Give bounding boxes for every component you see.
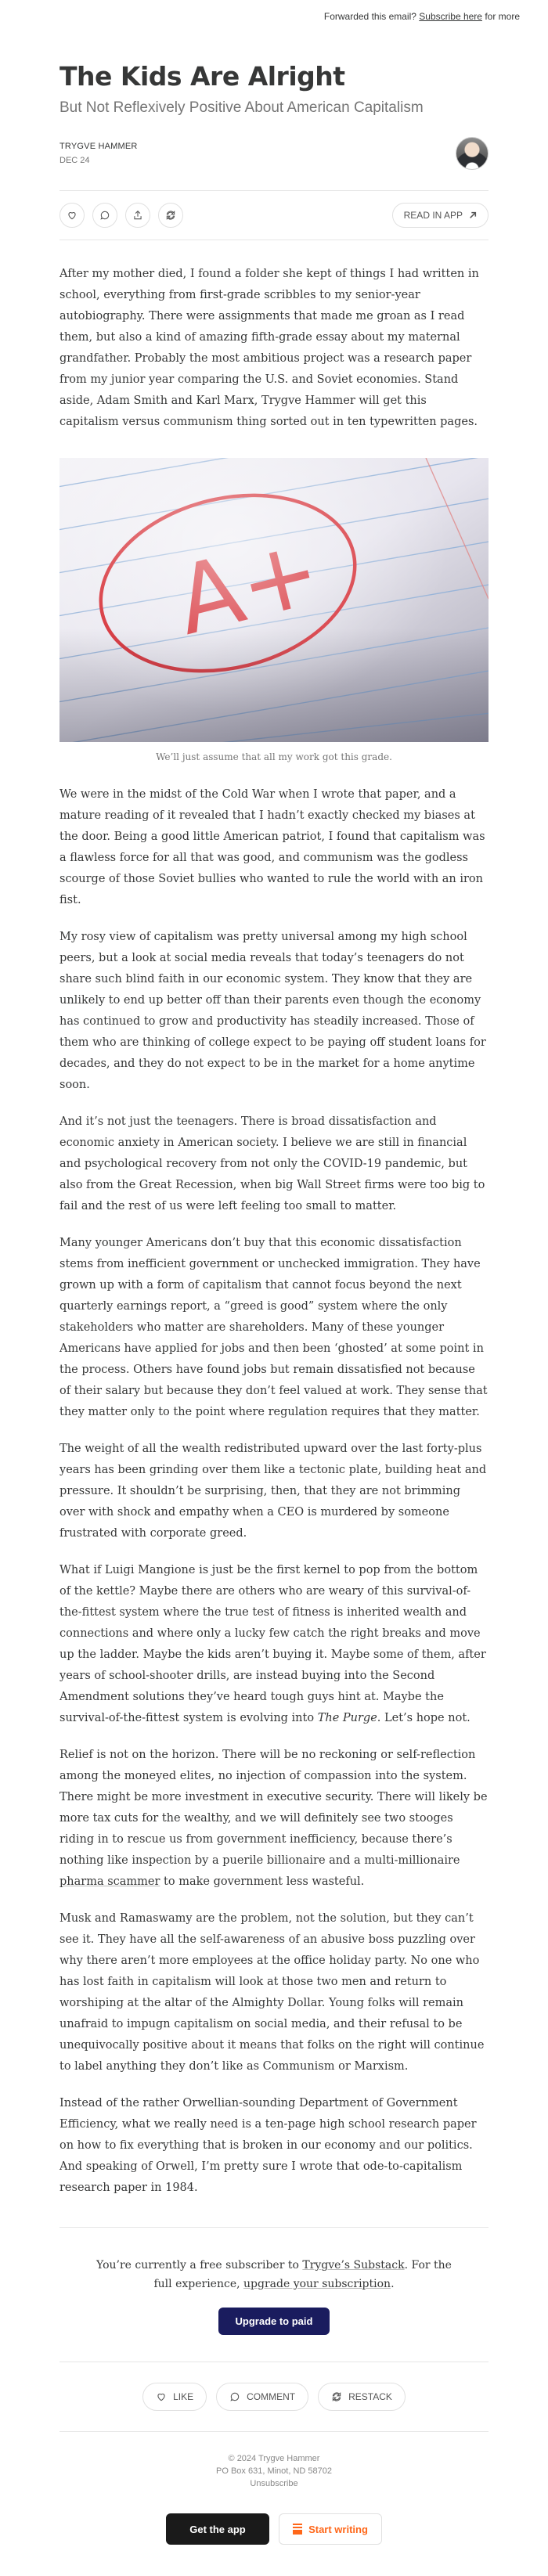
read-in-app-label: READ IN APP [403,210,463,221]
paragraph: We were in the midst of the Cold War when I wrote that paper, and a mature reading of it revealed that I hadn’t exactly checked my biases at the door. Being a good little American patriot, I found that capitalism was a flawless force for all that was good, and communism was the godless scourge of those Soviet bullies who wanted to rule the world with an iron fist. [59,788,485,906]
restack-button[interactable] [158,203,183,228]
subscribe-link[interactable]: Subscribe here [419,11,482,22]
paragraph-text: What if Luigi Mangione is just be the first kernel to pop from the bottom of the kettle? Maybe there are others who are weary of this survival-of-the-fittest system where the true test of fitness is inherited wealth and connections and where only a lucky few catch the right breaks and move up the ladder. Maybe the kids aren’t buying it. Maybe some of them, after years of school-shooter drills, are instead buying into the Second Amendment solutions they’ve heard tough guys hint at. Maybe the survival-of-the-fittest system is evolving into [59,1564,486,1724]
post-date: DEC 24 [59,156,90,165]
legal-footer [59,2432,489,2490]
article-body [59,264,489,2199]
post-content [0,61,548,2576]
bottom-cta [59,2490,489,2576]
paragraph-text: . Let’s hope not. [377,1712,470,1724]
emphasis-text: The Purge [317,1712,377,1724]
restack-icon [165,210,176,221]
mailing-address: PO Box 631, Minot, ND 58702 [216,2466,332,2476]
restack-label: RESTACK [348,2391,392,2402]
subscribe-box [59,2228,489,2362]
paragraph-text: to make government less wasteful. [160,1875,365,1888]
share-button[interactable] [125,203,150,228]
like-button[interactable] [59,203,85,228]
substack-icon [293,2524,302,2535]
comment-button[interactable] [92,203,117,228]
start-writing-button[interactable] [279,2513,382,2545]
image-shading [59,458,489,742]
paragraph [59,1560,489,1729]
action-buttons [59,203,183,228]
external-link-icon [469,211,477,219]
comment-label: COMMENT [247,2391,296,2402]
footer-restack-button[interactable] [318,2383,406,2411]
comment-icon [99,210,110,221]
forward-suffix: for more [481,11,520,22]
forward-notice [0,0,548,28]
forward-prefix: Forwarded this email? [323,11,420,22]
byline-text [59,142,138,165]
upgrade-button[interactable]: Upgrade to paid [218,2308,330,2335]
article-figure [59,458,489,762]
paragraph: Instead of the rather Orwellian-sounding Department of Government Efficiency, what we really need is a ten-page high school research paper on how to fix everything that is broken in our economy and our politics. And speaking of Orwell, I’m pretty sure I wrote that ode-to-capitalism research paper in 1984. [59,2097,477,2194]
restack-icon [331,2391,342,2402]
like-label: LIKE [173,2391,194,2402]
start-writing-label: Start writing [308,2523,368,2535]
copyright-text: © 2024 Trygve Hammer [228,2454,320,2463]
subscriber-notice [94,2256,454,2293]
pharma-scammer-link[interactable]: pharma scammer [59,1875,160,1888]
unsubscribe-link[interactable]: Unsubscribe [250,2479,298,2488]
paragraph: My rosy view of capitalism was pretty universal among my high school peers, but a look at social media reveals that today’s teenagers do not share such blind faith in our economic system. They know that they are unlikely to end up better off than their parents even though the economy has continued to grow and productivity has steadily increased. Those of them who are thinking of college expect to be paying off student loans for decades, and they do not expect to be in the market for a home anytime soon. [59,931,486,1091]
footer-comment-button[interactable] [216,2383,308,2411]
image-caption: We’ll just assume that all my work got this grade. [156,751,392,762]
get-app-button[interactable]: Get the app [166,2513,269,2545]
post-title[interactable]: The Kids Are Alright [59,61,345,92]
paragraph [59,1745,489,1893]
paragraph: After my mother died, I found a folder she kept of things I had written in school, everything from first-grade scribbles to my senior-year autobiography. There were assignments that made me groan as I read them, but also a kind of amazing fifth-grade essay about my maternal grandfather. Probably the most ambitious project was a research paper from my junior year comparing the U.S. and Soviet economies. Stand aside, Adam Smith and Karl Marx, Trygve Hammer will get this capitalism versus communism thing sorted out in ten typewritten pages. [59,268,479,428]
byline [59,134,489,173]
action-bar [59,191,489,240]
author-name[interactable]: TRYGVE HAMMER [59,142,138,151]
comment-icon [229,2391,240,2402]
paragraph: Many younger Americans don’t buy that this economic dissatisfaction stems from inefficient government or unchecked immigration. They have grown up with a form of capitalism that cannot focus beyond the next quarterly earnings report, a “greed is good” system where the only stakeholders who matter are shareholders. Many of these younger Americans have applied for jobs and then been ‘ghosted’ at some point in the process. Others have found jobs but remain dissatisfied not because of their salary but because they don’t feel valued at work. They sense that they matter only to the point where regulation requires that they matter. [59,1237,488,1418]
post-subtitle: But Not Reflexively Positive About American Capitalism [59,99,424,116]
paragraph: And it’s not just the teenagers. There is broad dissatisfaction and economic anxiety in American society. I believe we are still in financial and psychological recovery from not only the COVID-19 pandemic, but also from the Great Recession, when big Wall Street firms were too big to fail and the rest of us were left feeling too small to matter. [59,1115,485,1212]
grade-image[interactable] [59,458,489,742]
share-icon [132,210,143,221]
paragraph-text: Relief is not on the horizon. There will be no reckoning or self-reflection among the moneyed elites, no injection of compassion into the system. There might be more investment in executive security. There will likely be more tax cuts for the wealthy, and we will definitely see two stooges riding in to rescue us from government inefficiency, because there’s nothing like inspection by a puerile billionaire and a multi-millionaire [59,1749,488,1867]
notice-text: . [391,2278,395,2290]
heart-icon [67,210,78,221]
notice-text: You’re currently a free subscriber to [96,2259,303,2272]
paragraph: Musk and Ramaswamy are the problem, not the solution, but they can’t see it. They have all the self-awareness of an abusive boss puzzling over why there aren’t more employees at the office holiday party. No one who has lost faith in capitalism will look at those two men and return to worshiping at the altar of the Almighty Dollar. Young folks will remain unafraid to impugn capitalism on social media, and their refusal to be unequivocally positive about it means that folks on the right will continue to label anything they don’t like as Communism or Marxism. [59,1912,485,2073]
notice-text: . For the full experience, [153,2259,452,2290]
read-in-app-button[interactable] [392,203,489,228]
publication-link[interactable]: Trygve’s Substack [302,2259,405,2272]
upgrade-link[interactable]: upgrade your subscription [243,2278,391,2290]
footer-action-bar [59,2362,489,2431]
footer-like-button[interactable] [142,2383,207,2411]
avatar[interactable] [456,137,489,170]
heart-icon [156,2391,167,2402]
paragraph: The weight of all the wealth redistributed upward over the last forty-plus years has been grinding over them like a tectonic plate, building heat and pressure. It shouldn’t be surprising, then, that they are not brimming over with shock and empathy when a CEO is murdered by someone frustrated with corporate greed. [59,1443,487,1540]
